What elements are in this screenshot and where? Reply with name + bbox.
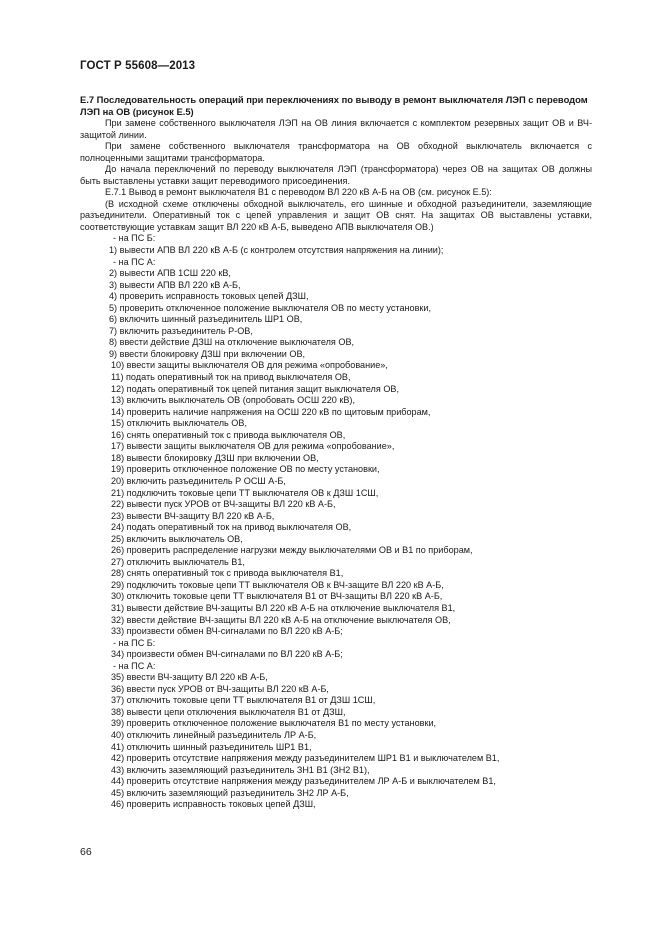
list-item: 14) проверить наличие напряжения на ОСШ 220 кВ по щитовым приборам, — [111, 406, 431, 417]
list-item: 17) вывести защиты выключателя ОВ для режима «опробование», — [111, 441, 395, 452]
page-number: 66 — [80, 846, 92, 858]
paragraph: При замене собственного выключателя трансформатора на ОВ обходной выключатель включается с полноценными защитами трансформатора. — [80, 141, 592, 163]
list-item: 23) вывести ВЧ-защиту ВЛ 220 кВ А-Б, — [111, 510, 275, 521]
list-item: 31) вывести действие ВЧ-защиты ВЛ 220 кВ А-Б на отключение выключателя В1, — [111, 602, 456, 613]
list-item: 2) вывести АПВ 1СШ 220 кВ, — [109, 268, 231, 279]
list-item: 21) подключить токовые цепи ТТ выключателя ОВ к ДЗШ 1СШ, — [111, 487, 379, 498]
list-item: 10) ввести защиты выключателя ОВ для режима «опробование», — [111, 360, 388, 371]
list-item: 43) включить заземляющий разъединитель ЗН1 В1 (ЗН2 В1), — [111, 764, 370, 775]
list-item: 42) проверить отсутствие напряжения между разъединителем ШР1 В1 и выключателем В1, — [111, 753, 500, 764]
substation-heading: - на ПС Б: — [113, 637, 156, 648]
list-item: 32) ввести действие ВЧ-защиты ВЛ 220 кВ А-Б на отключение выключателя ОВ, — [111, 614, 451, 625]
list-item: 39) проверить отключенное положение выключателя В1 по месту установки, — [111, 718, 437, 729]
list-item: 1) вывести АПВ ВЛ 220 кВ А-Б (с контролем отсутствия напряжения на линии); — [109, 245, 444, 256]
section-title: Е.7 Последовательность операций при переключениях по выводу в ремонт выключателя ЛЭП с переводом ЛЭП на ОВ (рисунок Е.5) — [80, 94, 588, 117]
substation-heading: - на ПС А: — [113, 660, 156, 671]
list-item: 15) отключить выключатель ОВ, — [111, 418, 247, 429]
list-item: 24) подать оперативный ток на привод выключателя ОВ, — [111, 522, 352, 533]
list-item: 33) произвести обмен ВЧ-сигналами по ВЛ 220 кВ А-Б; — [111, 626, 343, 637]
list-item: 34) произвести обмен ВЧ-сигналами по ВЛ 220 кВ А-Б; — [111, 649, 343, 660]
document-header-code: ГОСТ Р 55608—2013 — [80, 60, 196, 72]
list-item: 7) включить разъединитель Р-ОВ, — [109, 325, 253, 336]
list-item: 4) проверить исправность токовых цепей ДЗШ, — [109, 291, 309, 302]
list-item: 41) отключить шинный разъединитель ШР1 В1, — [111, 741, 312, 752]
list-item: 26) проверить распределение нагрузки между выключателями ОВ и В1 по приборам, — [111, 545, 473, 556]
list-item: 6) включить шинный разъединитель ШР1 ОВ, — [109, 314, 303, 325]
list-item: 44) проверить отсутствие напряжения между разъединителем ЛР А-Б и выключателем В1, — [111, 776, 496, 787]
document-body — [80, 118, 592, 811]
list-item: 37) отключить токовые цепи ТТ выключателя В1 от ДЗШ 1СШ, — [111, 695, 376, 706]
list-item: 9) ввести блокировку ДЗШ при включении ОВ, — [109, 348, 306, 359]
list-item: 35) ввести ВЧ-защиту ВЛ 220 кВ А-Б, — [111, 672, 268, 683]
list-item: 16) снять оперативный ток с привода выключателя ОВ, — [111, 429, 346, 440]
substation-heading: - на ПС Б: — [113, 233, 156, 244]
list-item: 46) проверить исправность токовых цепей ДЗШ, — [111, 799, 316, 810]
list-item: 3) вывести АПВ ВЛ 220 кВ А-Б, — [109, 279, 241, 290]
list-item: 11) подать оперативный ток на привод выключателя ОВ, — [111, 372, 351, 383]
list-item: 12) подать оперативный ток цепей питания защит выключателя ОВ, — [111, 383, 399, 394]
list-item: 20) включить разъединитель Р ОСШ А-Б, — [111, 475, 286, 486]
steps-list — [80, 233, 592, 810]
list-item: 25) включить выключатель ОВ, — [111, 533, 243, 544]
paragraph: До начала переключений по переводу выключателя ЛЭП (трансформатора) через ОВ на защитах ОВ должны быть выставлены уставки защит переводимого присоединения. — [80, 164, 592, 186]
list-item: 29) подключить токовые цепи ТТ выключателя ОВ к ВЧ-защите ВЛ 220 кВ А-Б, — [111, 579, 444, 590]
list-item: 5) проверить отключенное положение выключателя ОВ по месту установки, — [109, 302, 432, 313]
list-item: 30) отключить токовые цепи ТТ выключателя В1 от ВЧ-защиты ВЛ 220 кВ А-Б, — [111, 591, 443, 602]
paragraph: При замене собственного выключателя ЛЭП на ОВ линия включается с комплектом резервных защит ОВ и ВЧ-защитой линии. — [80, 118, 592, 140]
list-item: 8) ввести действие ДЗШ на отключение выключателя ОВ, — [109, 337, 355, 348]
list-item: 40) отключить линейный разъединитель ЛР А-Б, — [111, 729, 317, 740]
substation-heading: - на ПС А: — [113, 256, 156, 267]
list-item: 28) снять оперативный ток с привода выключателя В1, — [111, 568, 344, 579]
list-item: 18) вывести блокировку ДЗШ при включении ОВ, — [111, 452, 319, 463]
list-item: 38) вывести цепи отключения выключателя В1 от ДЗШ, — [111, 706, 346, 717]
list-item: 13) включить выключатель ОВ (опробовать ОСШ 220 кВ), — [111, 395, 355, 406]
paragraph: Е.7.1 Вывод в ремонт выключателя В1 с переводом ВЛ 220 кВ А-Б на ОВ (см. рисунок Е.5): — [105, 187, 492, 198]
list-item: 27) отключить выключатель В1, — [111, 556, 245, 567]
list-item: 19) проверить отключенное положение ОВ по месту установки, — [111, 464, 380, 475]
list-item: 22) вывести пуск УРОВ от ВЧ-защиты ВЛ 220 кВ А-Б, — [111, 499, 336, 510]
list-item: 45) включить заземляющий разъединитель ЗН2 ЛР А-Б, — [111, 787, 349, 798]
list-item: 36) ввести пуск УРОВ от ВЧ-защиты ВЛ 220 кВ А-Б, — [111, 683, 329, 694]
paragraph: (В исходной схеме отключены обходной выключатель, его шинные и обходной разъединители, заземляющие разъединители. Оперативный ток с цепей управления и защит ОВ снят. На защитах ОВ выставлены уставки, соответствующие уставкам защит ВЛ 220 кВ А-Б, выведено АПВ выключателя ОВ.) — [80, 198, 592, 232]
